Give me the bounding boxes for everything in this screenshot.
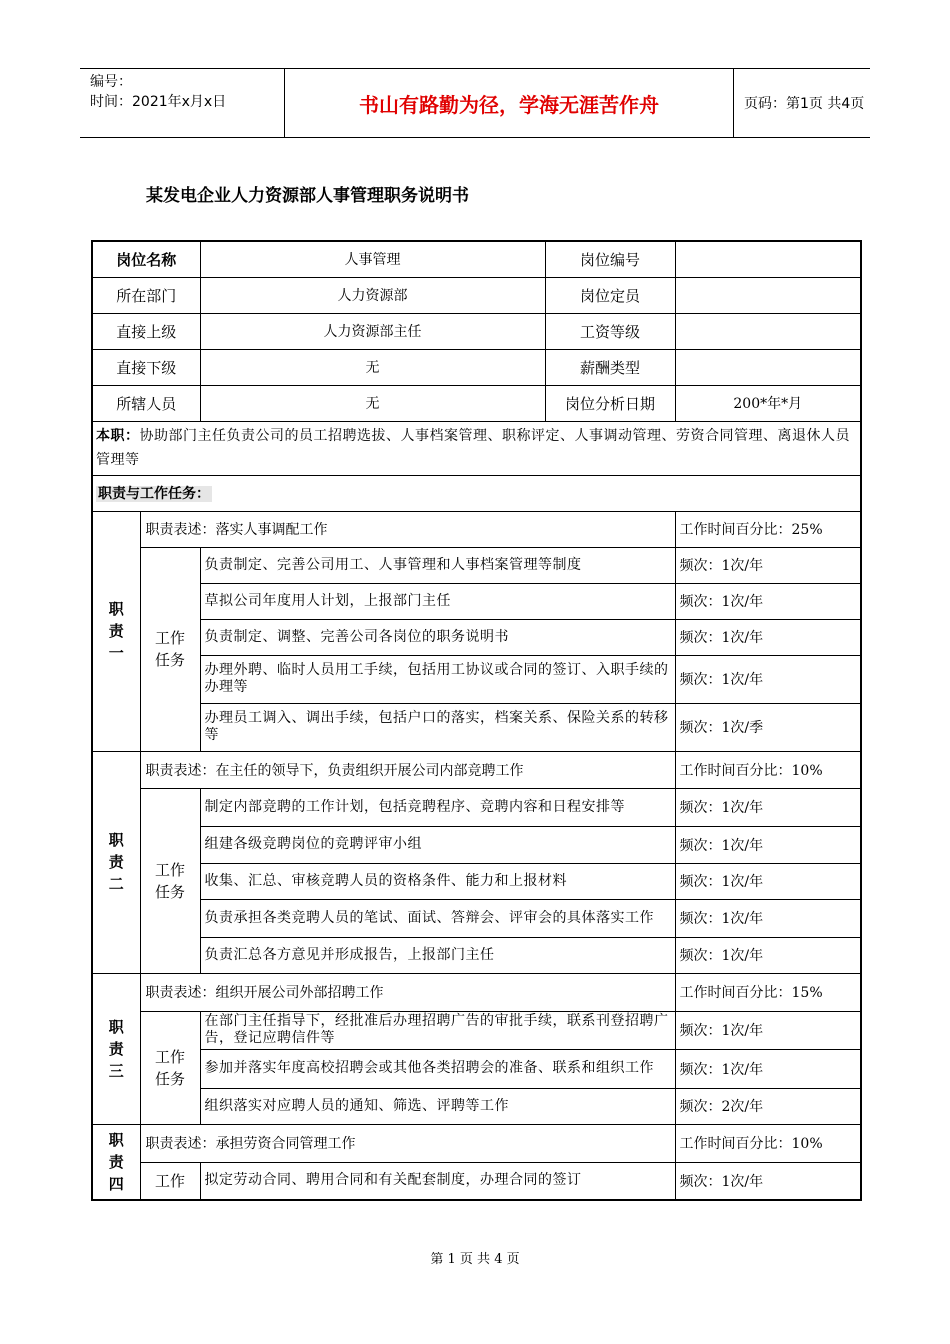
summary-text: 协助部门主任负责公司的员工招聘选拔、人事档案管理、职称评定、人事调动管理、劳资合同管理、离退休人员管理等 [96,428,850,468]
task-label-line: 工作 [155,1047,186,1066]
duty-label-char: 责 [108,1039,124,1058]
task-text: 办理外聘、临时人员用工手续，包括用工协议或合同的签订、入职手续的办理等 [200,655,675,703]
duty-label-char: 职 [108,600,124,618]
task-row [92,619,861,655]
staff-value: 无 [200,385,545,421]
task-row [92,1162,861,1200]
duty-label-char: 责 [108,853,124,871]
duty-time-percent: 工作时间百分比：25% [675,511,861,547]
analysis-date-label: 岗位分析日期 [545,385,675,421]
position-no-value [675,241,861,277]
info-row [92,277,861,313]
task-frequency: 频次：1次/年 [675,655,861,703]
task-row [92,1011,861,1049]
task-frequency: 频次：1次/年 [675,547,861,583]
duty-description: 职责表述：组织开展公司外部招聘工作 [140,973,675,1011]
info-row [92,241,861,277]
task-frequency: 频次：1次/年 [675,583,861,619]
task-row [92,826,861,863]
info-row [92,385,861,421]
task-text: 组建各级竞聘岗位的竞聘评审小组 [200,826,675,863]
task-row [92,1088,861,1124]
duties-header-cell [92,475,861,511]
task-text: 制定内部竞聘的工作计划，包括竞聘程序、竞聘内容和日程安排等 [200,788,675,826]
task-row [92,655,861,703]
duty-time-percent: 工作时间百分比：15% [675,973,861,1011]
task-label [140,1011,200,1124]
task-frequency: 频次：1次/年 [675,619,861,655]
task-frequency: 频次：1次/年 [675,1162,861,1200]
staff-label: 所辖人员 [92,385,200,421]
task-frequency: 频次：1次/年 [675,863,861,899]
task-text: 收集、汇总、审核竞聘人员的资格条件、能力和上报材料 [200,863,675,899]
task-frequency: 频次：1次/年 [675,788,861,826]
duty-label-char: 四 [108,1174,124,1193]
duty-label-char: 职 [108,1130,124,1149]
duty-label-char: 一 [108,644,124,662]
task-text: 参加并落实年度高校招聘会或其他各类招聘会的准备、联系和组织工作 [200,1049,675,1088]
duty-label-char: 职 [108,1017,124,1036]
position-no-label: 岗位编号 [545,241,675,277]
task-frequency: 频次：1次/年 [675,1049,861,1088]
info-row [92,313,861,349]
task-label [140,1162,200,1200]
headcount-value [675,277,861,313]
duty-time-percent: 工作时间百分比：10% [675,751,861,788]
task-label-line: 任务 [155,1069,186,1088]
task-label-line: 工作 [155,1171,186,1190]
task-label-line: 任务 [155,651,186,669]
duty-label-char: 三 [108,1061,124,1080]
task-label-line: 工作 [155,860,186,879]
task-label-line: 任务 [155,882,186,901]
task-frequency: 频次：1次/年 [675,826,861,863]
job-description-table [91,240,862,1201]
duties-header: 职责与工作任务： [98,486,210,502]
header-motto: 书山有路勤为径，学海无涯苦作舟 [284,69,734,137]
page-header [80,68,870,138]
department-value: 人力资源部 [200,277,545,313]
duty-label-char: 责 [108,622,124,640]
header-page-label: 页码：第1页 共4页 [744,96,865,112]
duty-label [92,1124,140,1200]
task-text: 负责汇总各方意见并形成报告，上报部门主任 [200,937,675,973]
duty-label [92,751,140,973]
task-text: 在部门主任指导下，经批准后办理招聘广告的审批手续，联系刊登招聘广告，登记应聘信件等 [200,1011,675,1049]
grade-value [675,313,861,349]
document-title: 某发电企业人力资源部人事管理职务说明书 [146,186,469,206]
summary-row [92,421,861,475]
superior-label: 直接上级 [92,313,200,349]
subordinate-value: 无 [200,349,545,385]
duty-desc-row [92,973,861,1011]
duty-label-char: 职 [108,831,124,849]
task-label-line: 工作 [155,629,186,647]
duty-description: 职责表述：承担劳资合同管理工作 [140,1124,675,1162]
task-row [92,583,861,619]
task-frequency: 频次：1次/年 [675,899,861,937]
task-text: 组织落实对应聘人员的通知、筛选、评聘等工作 [200,1088,675,1124]
task-row [92,863,861,899]
pay-type-label: 薪酬类型 [545,349,675,385]
task-frequency: 频次：1次/年 [675,1011,861,1049]
document-time-label: 时间：2021年x月x日 [90,94,227,110]
job-summary [92,421,861,475]
duty-description: 职责表述：落实人事调配工作 [140,511,675,547]
task-row [92,547,861,583]
headcount-label: 岗位定员 [545,277,675,313]
task-row [92,703,861,751]
task-row [92,788,861,826]
task-text: 负责制定、调整、完善公司各岗位的职务说明书 [200,619,675,655]
task-row [92,937,861,973]
position-name-label: 岗位名称 [92,241,200,277]
duty-label-char: 二 [108,875,124,893]
duty-label-char: 责 [108,1152,124,1171]
task-text: 负责承担各类竞聘人员的笔试、面试、答辩会、评审会的具体落实工作 [200,899,675,937]
duty-desc-row [92,511,861,547]
task-frequency: 频次：1次/年 [675,937,861,973]
duty-label [92,511,140,751]
task-label [140,547,200,751]
summary-label: 本职： [96,428,140,444]
grade-label: 工资等级 [545,313,675,349]
task-row [92,1049,861,1088]
task-text: 草拟公司年度用人计划，上报部门主任 [200,583,675,619]
document-number-label: 编号： [90,74,132,90]
header-meta [80,69,284,137]
task-frequency: 频次：1次/季 [675,703,861,751]
superior-value: 人力资源部主任 [200,313,545,349]
analysis-date-value: 200*年*月 [675,385,861,421]
task-text: 办理员工调入、调出手续，包括户口的落实，档案关系、保险关系的转移等 [200,703,675,751]
duty-description: 职责表述：在主任的领导下，负责组织开展公司内部竞聘工作 [140,751,675,788]
task-label [140,788,200,973]
duties-header-row [92,475,861,511]
pay-type-value [675,349,861,385]
duty-desc-row [92,751,861,788]
duty-time-percent: 工作时间百分比：10% [675,1124,861,1162]
task-text: 负责制定、完善公司用工、人事管理和人事档案管理等制度 [200,547,675,583]
task-text: 拟定劳动合同、聘用合同和有关配套制度，办理合同的签订 [200,1162,675,1200]
task-row [92,899,861,937]
task-frequency: 频次：2次/年 [675,1088,861,1124]
position-name-value: 人事管理 [200,241,545,277]
subordinate-label: 直接下级 [92,349,200,385]
department-label: 所在部门 [92,277,200,313]
info-row [92,349,861,385]
duty-desc-row [92,1124,861,1162]
duty-label [92,973,140,1124]
page-footer: 第 1 页 共 4 页 [430,1252,520,1267]
